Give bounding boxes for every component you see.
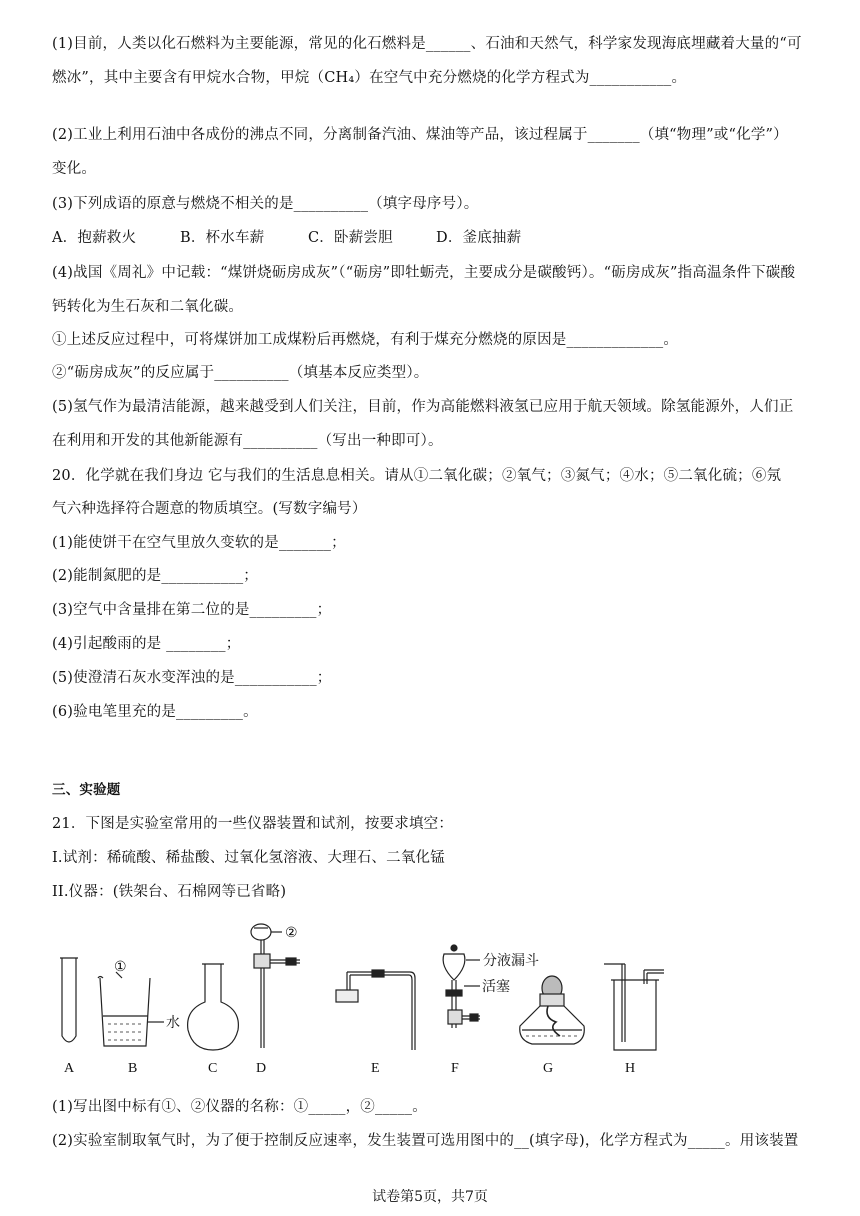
option-a: A．抱薪救火 <box>52 230 137 246</box>
letter-c: C <box>208 1061 218 1076</box>
q20-item-6: (6)验电笔里充的是_________。 <box>52 704 258 720</box>
letter-h: H <box>625 1061 636 1076</box>
letter-g: G <box>543 1061 554 1076</box>
q19-4-line-1: (4)战国《周礼》中记载：“煤饼烧砺房成灰”（“砺房”即牡蛎壳，主要成分是碳酸钙）。“砺房成灰”指高温条件下碳酸 <box>52 265 796 281</box>
label-stopcock: 活塞 <box>482 980 510 995</box>
page-footer: 试卷第5页，共7页 <box>372 1189 488 1205</box>
long-neck-funnel-drawing <box>251 924 300 1048</box>
q19-3-line: (3)下列成语的原意与燃烧不相关的是__________（填字母序号）。 <box>52 196 479 212</box>
q19-1-line-1: (1)目前，人类以化石燃料为主要能源，常见的化石燃料是______、石油和天然气，科学家发现海底埋藏着大量的“可 <box>52 36 802 52</box>
q19-4-sub-1: ①上述反应过程中，可将煤饼加工成煤粉后再燃烧，有利于煤充分燃烧的原因是_____________。 <box>52 332 679 348</box>
q20-item-3: (3)空气中含量排在第二位的是_________； <box>52 602 332 618</box>
letter-d: D <box>256 1061 267 1076</box>
gas-bottle-drawing <box>604 964 664 1050</box>
q21-part-1: (1)写出图中标有①、②仪器的名称：①_____，②_____。 <box>52 1099 427 1115</box>
q19-4-line-2: 钙转化为生石灰和二氧化碳。 <box>52 299 244 315</box>
section-title: 三、实验题 <box>52 782 121 798</box>
q21-part-2: (2)实验室制取氧气时，为了便于控制反应速率，发生装置可选用图中的__(填字母)，化学方程式为_____。用该装置 <box>52 1133 799 1149</box>
separatory-funnel-drawing <box>443 945 480 1028</box>
letter-a: A <box>64 1061 75 1076</box>
alcohol-burner-drawing <box>520 976 585 1044</box>
delivery-tube-drawing <box>336 970 415 1050</box>
q20-item-4: (4)引起酸雨的是 ________； <box>52 636 241 652</box>
apparatus-figure <box>48 918 668 1078</box>
option-b: B．杯水车薪 <box>180 230 265 246</box>
q19-1-line-2: 燃冰”，其中主要含有甲烷水合物，甲烷（CH₄）在空气中充分燃烧的化学方程式为___________。 <box>52 70 687 86</box>
label-separatory-funnel: 分液漏斗 <box>483 954 539 969</box>
q19-2-line-1: (2)工业上利用石油中各成份的沸点不同，分离制备汽油、煤油等产品，该过程属于_______（填“物理”或“化学”） <box>52 127 788 143</box>
letter-f: F <box>451 1061 459 1076</box>
q19-4-sub-2: ②“砺房成灰”的反应属于__________（填基本反应类型）。 <box>52 365 429 381</box>
q21-line-1: 21．下图是实验室常用的一些仪器装置和试剂，按要求填空： <box>52 816 454 832</box>
q19-5-line-2: 在利用和开发的其他新能源有__________（写出一种即可）。 <box>52 433 443 449</box>
q20-line-1: 20．化学就在我们身边 它与我们的生活息息相关。请从①二氧化碳；②氧气；③氮气；④水；⑤二氧化硫；⑥氖 <box>52 468 782 484</box>
round-flask-drawing <box>188 964 239 1050</box>
q19-5-line-1: (5)氢气作为最清洁能源，越来越受到人们关注，目前，作为高能燃料液氢已应用于航天领域。除氢能源外，人们正 <box>52 399 794 415</box>
q21-instruments: II.仪器：(铁架台、石棉网等已省略) <box>52 884 287 900</box>
label-circle-1: ① <box>114 960 127 975</box>
option-d: D．釜底抽薪 <box>436 230 522 246</box>
letter-e: E <box>371 1061 380 1076</box>
q20-item-5: (5)使澄清石灰水变浑浊的是___________； <box>52 670 332 686</box>
letter-b: B <box>128 1061 138 1076</box>
label-circle-2: ② <box>285 926 298 941</box>
test-tube-drawing <box>60 958 78 1042</box>
q20-item-1: (1)能使饼干在空气里放久变软的是_______； <box>52 535 346 551</box>
q19-2-line-2: 变化。 <box>52 161 97 177</box>
label-water: 水 <box>166 1016 180 1031</box>
beaker-drawing <box>98 972 164 1046</box>
q19-3-options <box>52 228 812 248</box>
q21-reagents: I.试剂：稀硫酸、稀盐酸、过氧化氢溶液、大理石、二氧化锰 <box>52 850 445 866</box>
q20-line-2: 气六种选择符合题意的物质填空。(写数字编号） <box>52 501 367 517</box>
option-c: C．卧薪尝胆 <box>308 230 393 246</box>
q20-item-2: (2)能制氮肥的是___________； <box>52 568 258 584</box>
